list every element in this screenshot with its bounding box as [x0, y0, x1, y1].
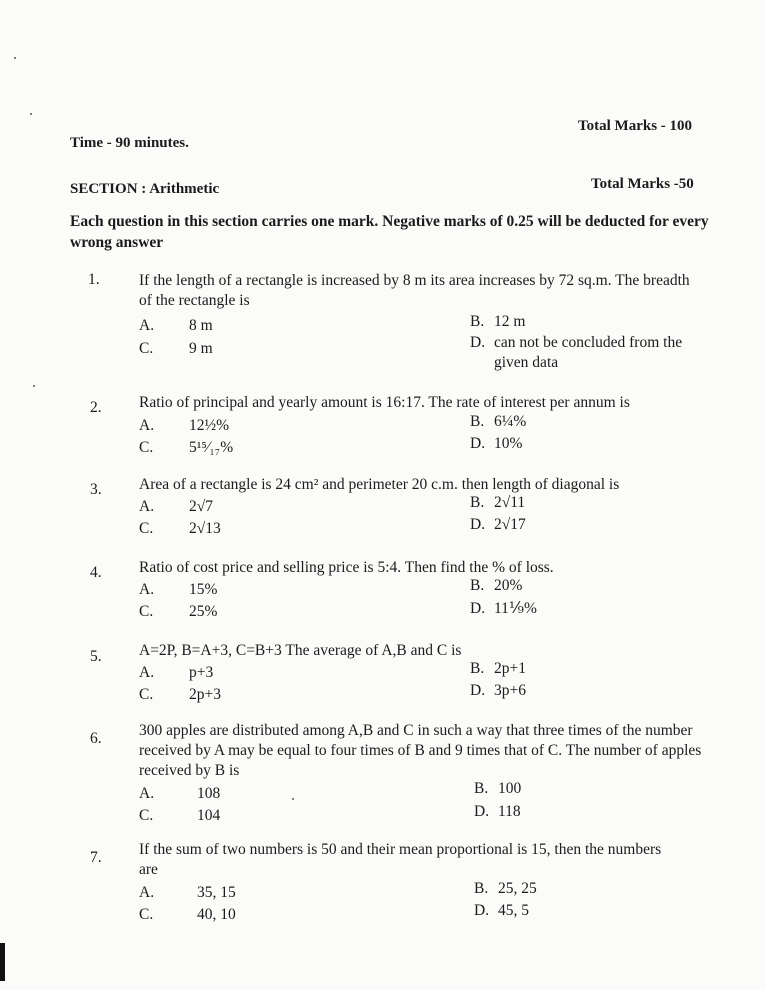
- option-label: D.: [470, 600, 486, 617]
- option-text: 108: [197, 785, 221, 802]
- option-b: [474, 780, 521, 798]
- option-label: A.: [139, 317, 155, 334]
- option-c: [139, 906, 236, 924]
- option-c: [139, 603, 217, 621]
- option-text: 104: [197, 807, 221, 824]
- option-label: C.: [139, 340, 154, 357]
- option-d: [470, 682, 526, 700]
- option-label: C.: [139, 906, 154, 923]
- option-b: [470, 413, 526, 431]
- option-label: C.: [139, 603, 154, 620]
- option-b: [470, 313, 525, 331]
- option-text: 2√17: [494, 516, 526, 533]
- option-label: B.: [474, 880, 489, 897]
- option-label: A.: [139, 417, 155, 434]
- option-a: [139, 664, 213, 682]
- option-a: [139, 785, 220, 803]
- option-label: B.: [470, 577, 485, 594]
- option-a: [139, 581, 217, 599]
- question-number: 3.: [90, 481, 102, 498]
- option-text: 2√11: [494, 494, 526, 511]
- question-stem: Ratio of cost price and selling price is 5:4. Then find the % of loss.: [139, 559, 554, 576]
- section-title: SECTION : Arithmetic: [70, 181, 220, 197]
- option-label: A.: [139, 581, 155, 598]
- option-text: 9 m: [189, 340, 213, 357]
- option-text: p+3: [189, 664, 214, 681]
- option-label: B.: [470, 313, 485, 330]
- option-label: B.: [470, 494, 485, 511]
- option-d: [470, 516, 526, 534]
- instructions: Each question in this section carries one mark. Negative marks of 0.25 will be deducted for every wrong answer: [70, 213, 709, 251]
- total-marks: Total Marks - 100: [578, 118, 693, 134]
- option-b: [470, 577, 522, 595]
- option-label: D.: [470, 435, 486, 452]
- question-number: 6.: [90, 730, 102, 747]
- time-limit: Time - 90 minutes.: [70, 135, 189, 151]
- scan-speck: [30, 113, 32, 115]
- scan-edge-mark: [0, 943, 5, 981]
- option-text: can not be concluded from the given data: [494, 334, 683, 371]
- option-a: [139, 417, 229, 435]
- option-text: 15%: [189, 581, 218, 598]
- question-number: 5.: [90, 648, 102, 665]
- section-marks: Total Marks -50: [591, 176, 694, 192]
- option-label: A.: [139, 664, 155, 681]
- option-d: [470, 599, 537, 618]
- option-b: [474, 880, 537, 898]
- option-label: D.: [470, 682, 486, 699]
- option-d: [470, 333, 720, 375]
- option-text: 3p+6: [494, 682, 526, 699]
- option-text: 2p+1: [494, 660, 526, 677]
- option-label: B.: [470, 413, 485, 430]
- question-number: 7.: [90, 849, 102, 866]
- option-c: [139, 520, 221, 538]
- option-label: A.: [139, 498, 155, 515]
- question-number: 2.: [90, 399, 102, 416]
- option-text: 12 m: [494, 313, 526, 330]
- scan-speck: [14, 57, 16, 59]
- option-c: [139, 686, 221, 704]
- option-label: C.: [139, 807, 154, 824]
- option-label: D.: [470, 516, 486, 533]
- question-stem: Area of a rectangle is 24 cm² and perimeter 20 c.m. then length of diagonal is: [139, 476, 620, 493]
- option-text: 35, 15: [197, 884, 236, 901]
- option-text: 45, 5: [498, 902, 529, 919]
- question-stem: 300 apples are distributed among A,B and C in such a way that three times of the number received by A may be equal to four times of B and 9 times that of C. The number of apples received by B is: [139, 722, 702, 779]
- option-label: C.: [139, 439, 154, 456]
- option-text: 118: [498, 803, 521, 820]
- option-text: 20%: [494, 577, 523, 594]
- option-c: [139, 340, 213, 358]
- option-text: 100: [498, 780, 522, 797]
- option-d: [470, 435, 522, 453]
- option-a: [139, 317, 213, 335]
- option-label: D.: [470, 334, 486, 351]
- option-text: 25, 25: [498, 880, 537, 897]
- question-stem: A=2P, B=A+3, C=B+3 The average of A,B and C is: [139, 642, 462, 659]
- option-label: A.: [139, 884, 155, 901]
- option-text: 25%: [189, 603, 218, 620]
- option-text: 2√13: [189, 520, 221, 537]
- option-label: D.: [474, 902, 490, 919]
- question-stem: Ratio of principal and yearly amount is 16:17. The rate of interest per annum is: [139, 394, 630, 411]
- question-stem: If the sum of two numbers is 50 and their mean proportional is 15, then the numbers are: [139, 841, 662, 878]
- option-label: C.: [139, 686, 154, 703]
- option-d: [474, 803, 521, 821]
- option-text: 40, 10: [197, 906, 236, 923]
- scan-speck: [292, 798, 294, 800]
- option-b: [470, 660, 526, 678]
- question-number: 4.: [90, 564, 102, 581]
- option-c: [139, 439, 233, 457]
- option-text: 11⅑%: [494, 600, 537, 617]
- option-label: B.: [474, 780, 489, 797]
- question-number: 1.: [88, 271, 100, 288]
- option-label: B.: [470, 660, 485, 677]
- option-a: [139, 498, 213, 516]
- option-text: 10%: [494, 435, 523, 452]
- option-text: 2√7: [189, 498, 214, 515]
- option-label: C.: [139, 520, 154, 537]
- option-c: [139, 807, 220, 825]
- option-text: 5¹⁵⁄₁₇%: [189, 439, 234, 456]
- option-d: [474, 902, 529, 920]
- option-label: A.: [139, 785, 155, 802]
- option-a: [139, 884, 236, 902]
- scan-speck: [33, 385, 35, 387]
- option-b: [470, 494, 525, 512]
- option-text: 12½%: [189, 417, 230, 434]
- question-stem: If the length of a rectangle is increased by 8 m its area increases by 72 sq.m. The breadth of the rectangle is: [139, 272, 690, 309]
- option-text: 2p+3: [189, 686, 221, 703]
- option-text: 6¼%: [494, 413, 527, 430]
- option-text: 8 m: [189, 317, 213, 334]
- option-label: D.: [474, 803, 490, 820]
